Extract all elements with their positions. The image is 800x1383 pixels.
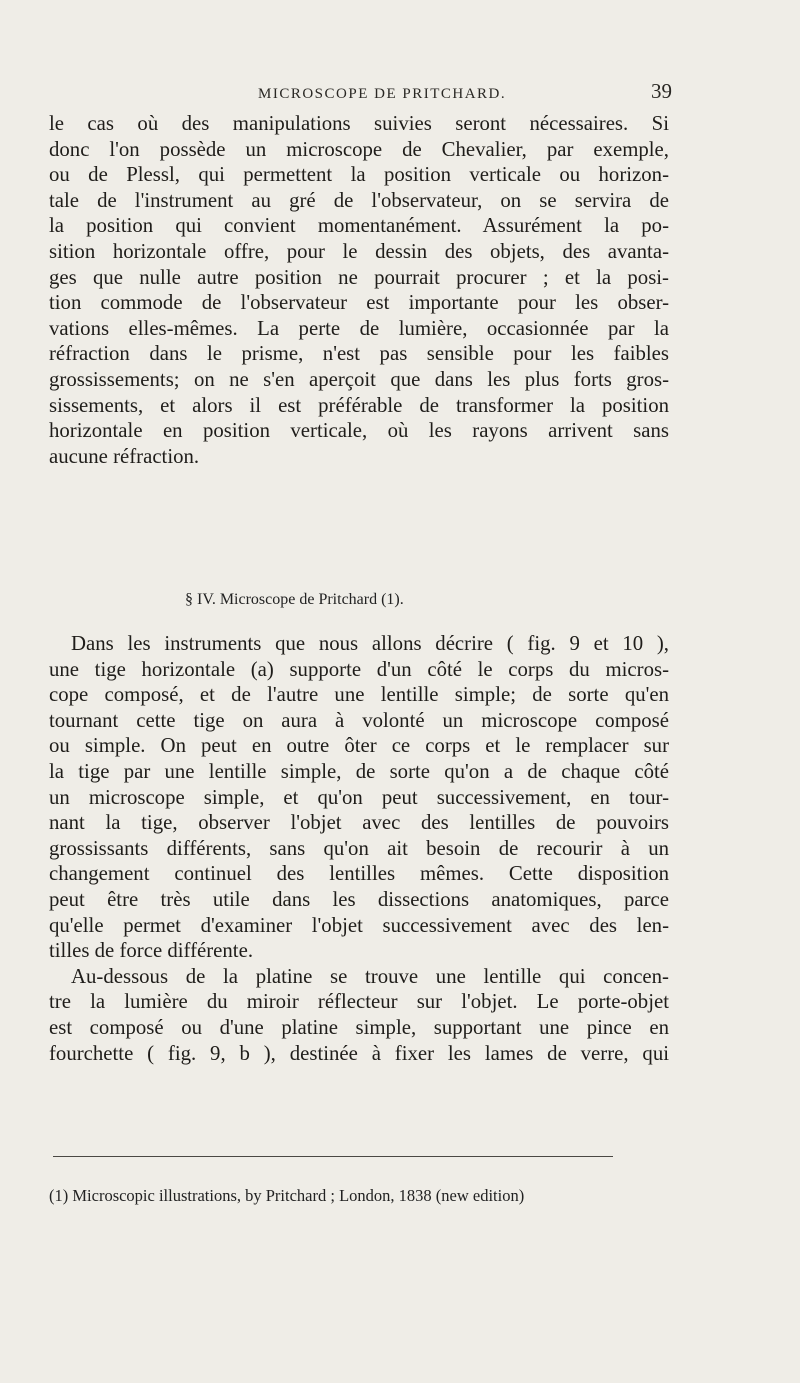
section-heading: § IV. Microscope de Pritchard (1). <box>185 591 404 608</box>
text-line: la tige par une lentille simple, de sorte qu'on a de chaque côté <box>49 759 669 783</box>
text-line: tilles de force différente. <box>49 939 254 963</box>
text-line: grossissements; on ne s'en aperçoit que dans les plus forts gros- <box>49 367 669 391</box>
paragraph-1 <box>49 111 669 469</box>
body-text-continued <box>49 631 669 1066</box>
text-line: réfraction dans le prisme, n'est pas sensible pour les faibles <box>49 342 669 366</box>
text-line: Dans les instruments que nous allons décrire ( fig. 9 et 10 ), <box>71 632 669 655</box>
text-line: tale de l'instrument au gré de l'observateur, on se servira de <box>49 188 669 212</box>
running-head: MICROSCOPE DE PRITCHARD. <box>258 86 507 102</box>
page-number: 39 <box>651 79 672 103</box>
text-line: nant la tige, observer l'objet avec des lentilles de pouvoirs <box>49 811 669 835</box>
text-line: ges que nulle autre position ne pourrait procurer ; et la posi- <box>49 265 669 289</box>
text-line: vations elles-mêmes. La perte de lumière, occasionnée par la <box>49 316 669 340</box>
text-line: Au-dessous de la platine se trouve une lentille qui concen- <box>71 964 669 988</box>
text-line: aucune réfraction. <box>49 444 200 468</box>
text-line: une tige horizontale (a) supporte d'un côté le corps du micros- <box>49 657 669 681</box>
text-line: la position qui convient momentanément. Assurément la po- <box>49 214 669 238</box>
text-line: ou simple. On peut en outre ôter ce corps et le remplacer sur <box>49 734 669 758</box>
text-line: un microscope simple, et qu'on peut successivement, en tour- <box>49 785 669 809</box>
text-line: peut être très utile dans les dissections anatomiques, parce <box>49 887 669 911</box>
text-line: ou de Plessl, qui permettent la position verticale ou horizon- <box>49 163 669 187</box>
text-line: tre la lumière du miroir réflecteur sur l'objet. Le porte-objet <box>49 990 669 1014</box>
text-line: cope composé, et de l'autre une lentille simple; de sorte qu'en <box>49 683 669 707</box>
text-line: sissements, et alors il est préférable de transformer la position <box>49 393 669 417</box>
text-line: grossissants différents, sans qu'on ait besoin de recourir à un <box>49 836 669 860</box>
text-line: tion commode de l'observateur est importante pour les obser- <box>49 291 669 315</box>
paragraph-3 <box>49 964 669 1066</box>
text-line: changement continuel des lentilles mêmes. Cette disposition <box>49 862 669 886</box>
text-line: le cas où des manipulations suivies seront nécessaires. Si <box>49 112 669 135</box>
text-line: qu'elle permet d'examiner l'objet successivement avec des len- <box>49 913 669 937</box>
body-text <box>49 111 669 469</box>
text-line: est composé ou d'une platine simple, supportant une pince en <box>49 1015 669 1039</box>
footnote: (1) Microscopic illustrations, by Pritchard ; London, 1838 (new edition) <box>49 1186 525 1205</box>
footnote-divider <box>53 1156 613 1157</box>
paragraph-2 <box>49 631 669 964</box>
text-line: sition horizontale offre, pour le dessin des objets, des avanta- <box>49 239 669 263</box>
text-line: tournant cette tige on aura à volonté un microscope composé <box>49 708 669 732</box>
text-line: donc l'on possède un microscope de Chevalier, par exemple, <box>49 137 669 161</box>
text-line: fourchette ( fig. 9, b ), destinée à fixer les lames de verre, qui <box>49 1041 669 1065</box>
text-line: horizontale en position verticale, où les rayons arrivent sans <box>49 419 669 443</box>
